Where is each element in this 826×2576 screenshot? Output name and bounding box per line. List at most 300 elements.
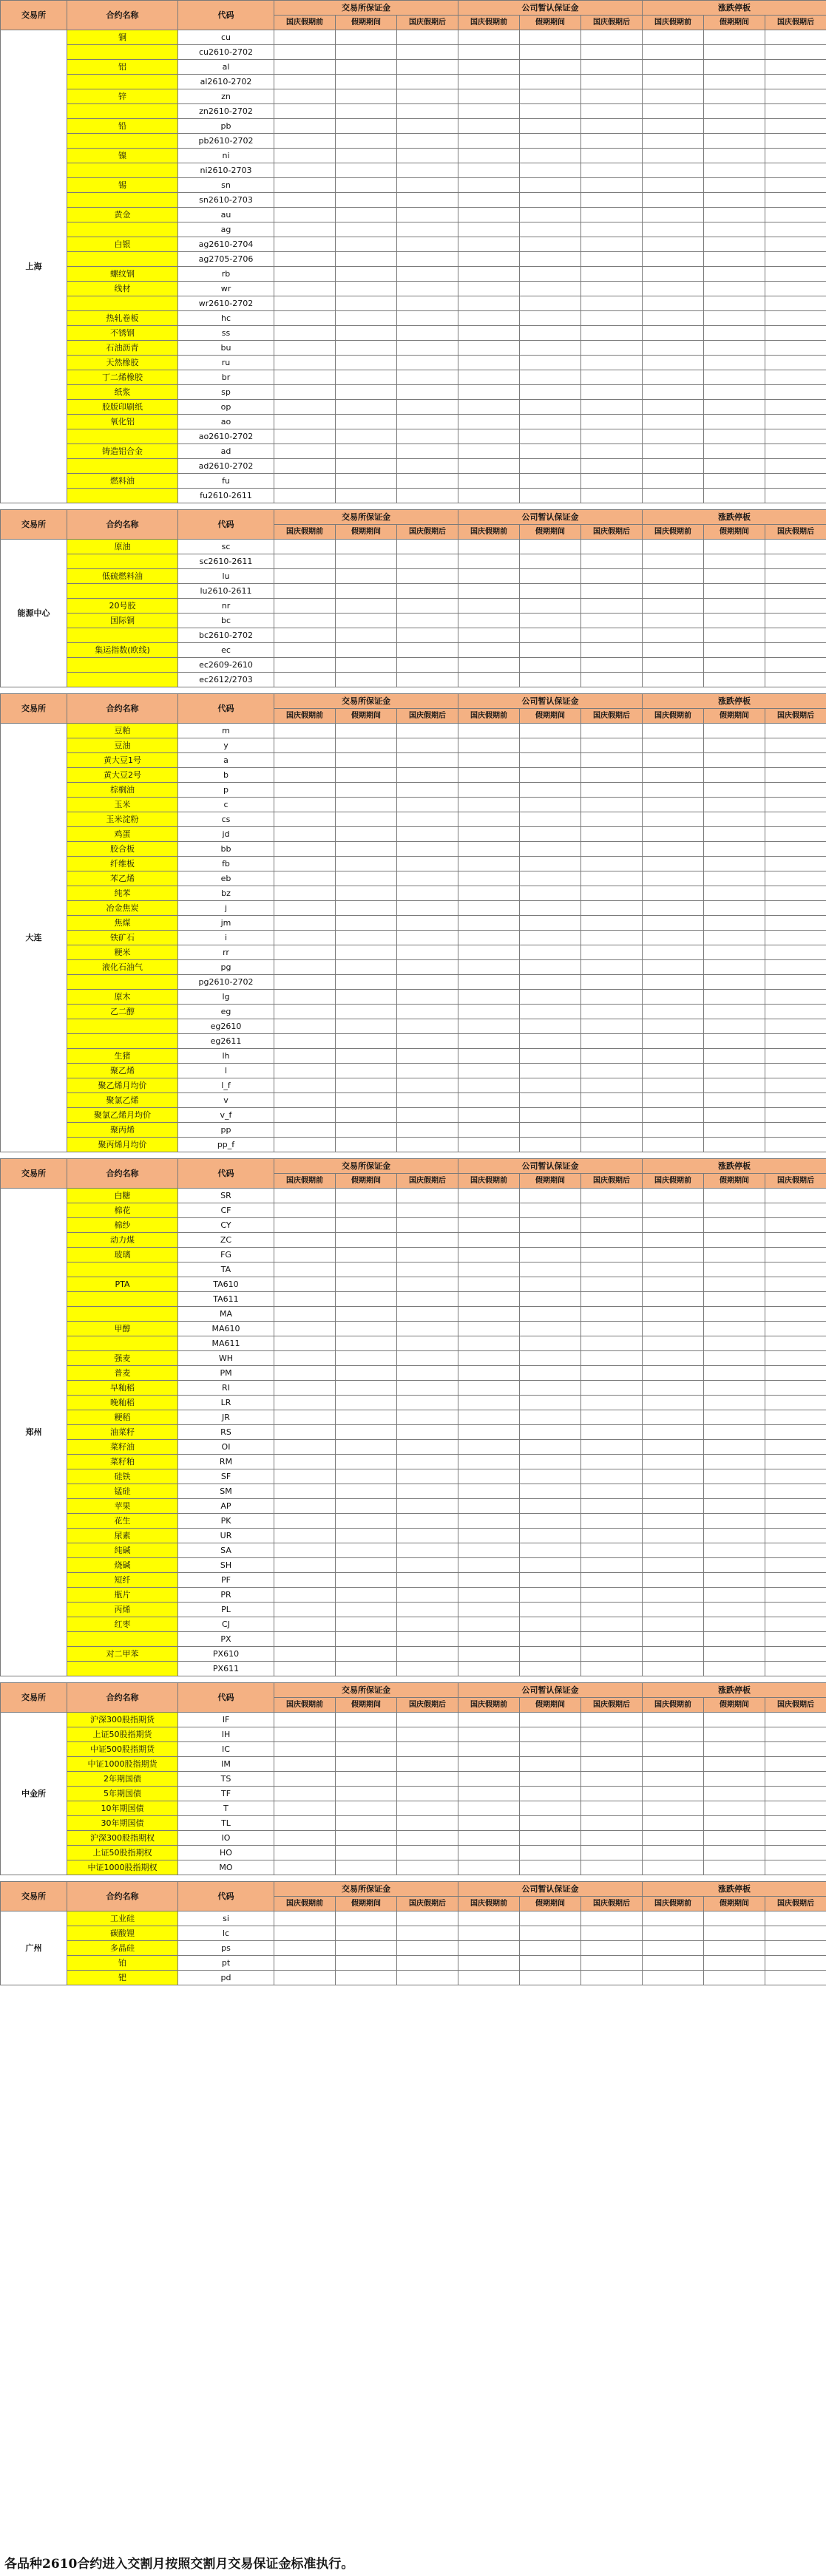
value-cell bbox=[704, 1203, 765, 1218]
subheader-during: 假期期间 bbox=[520, 1174, 581, 1189]
product-name: 天然橡胶 bbox=[67, 356, 178, 370]
value-cell bbox=[704, 119, 765, 134]
subheader-after: 国庆假期后 bbox=[397, 1897, 458, 1911]
table-row bbox=[1, 1093, 826, 1108]
value-cell bbox=[581, 990, 643, 1005]
table-row bbox=[1, 1108, 826, 1123]
value-cell bbox=[765, 1926, 826, 1941]
value-cell bbox=[704, 1218, 765, 1233]
value-cell bbox=[458, 1742, 520, 1757]
table-row bbox=[1, 1816, 826, 1831]
subheader-after: 国庆假期后 bbox=[765, 16, 826, 30]
value-cell bbox=[274, 614, 336, 628]
value-cell bbox=[520, 1381, 581, 1396]
value-cell bbox=[458, 1248, 520, 1262]
value-cell bbox=[643, 1064, 704, 1078]
value-cell bbox=[458, 1049, 520, 1064]
value-cell bbox=[336, 415, 397, 429]
value-cell bbox=[765, 429, 826, 444]
table-row bbox=[1, 1455, 826, 1469]
value-cell bbox=[336, 628, 397, 643]
exchange-block bbox=[0, 509, 826, 687]
product-name: 黄大豆2号 bbox=[67, 768, 178, 783]
header-exchange-margin: 交易所保证金 bbox=[274, 1159, 458, 1174]
value-cell bbox=[520, 1425, 581, 1440]
value-cell bbox=[336, 901, 397, 916]
contract-code: PX610 bbox=[178, 1647, 274, 1662]
value-cell bbox=[397, 783, 458, 798]
value-cell bbox=[643, 1049, 704, 1064]
contract-code: AP bbox=[178, 1499, 274, 1514]
value-cell bbox=[765, 584, 826, 599]
value-cell bbox=[765, 628, 826, 643]
exchange-label: 上海 bbox=[1, 30, 67, 503]
product-name: 30年期国债 bbox=[67, 1816, 178, 1831]
value-cell bbox=[397, 1860, 458, 1875]
contract-code: sc bbox=[178, 540, 274, 554]
value-cell bbox=[765, 1647, 826, 1662]
value-cell bbox=[520, 569, 581, 584]
contract-code: ag2705-2706 bbox=[178, 252, 274, 267]
value-cell bbox=[520, 1911, 581, 1926]
value-cell bbox=[274, 1543, 336, 1558]
contract-code: RI bbox=[178, 1381, 274, 1396]
value-cell bbox=[643, 356, 704, 370]
table-row bbox=[1, 1647, 826, 1662]
value-cell bbox=[274, 871, 336, 886]
value-cell bbox=[643, 326, 704, 341]
value-cell bbox=[336, 1787, 397, 1801]
value-cell bbox=[336, 1336, 397, 1351]
value-cell bbox=[397, 1078, 458, 1093]
value-cell bbox=[520, 429, 581, 444]
value-cell bbox=[765, 60, 826, 75]
contract-code: ao2610-2702 bbox=[178, 429, 274, 444]
value-cell bbox=[520, 1019, 581, 1034]
product-name: 玉米 bbox=[67, 798, 178, 812]
value-cell bbox=[274, 1248, 336, 1262]
table-row bbox=[1, 1573, 826, 1588]
value-cell bbox=[520, 474, 581, 489]
product-name: 普麦 bbox=[67, 1366, 178, 1381]
value-cell bbox=[274, 975, 336, 990]
value-cell bbox=[704, 163, 765, 178]
value-cell bbox=[274, 1123, 336, 1138]
value-cell bbox=[643, 1366, 704, 1381]
value-cell bbox=[520, 1218, 581, 1233]
value-cell bbox=[765, 931, 826, 945]
value-cell bbox=[643, 1971, 704, 1985]
value-cell bbox=[458, 1292, 520, 1307]
value-cell bbox=[397, 628, 458, 643]
exchange-block bbox=[0, 1881, 826, 1985]
value-cell bbox=[336, 1469, 397, 1484]
value-cell bbox=[458, 960, 520, 975]
value-cell bbox=[643, 753, 704, 768]
value-cell bbox=[397, 1846, 458, 1860]
value-cell bbox=[704, 960, 765, 975]
value-cell bbox=[581, 584, 643, 599]
value-cell bbox=[704, 1351, 765, 1366]
value-cell bbox=[704, 326, 765, 341]
product-name bbox=[67, 489, 178, 503]
value-cell bbox=[274, 1816, 336, 1831]
product-name: 线材 bbox=[67, 282, 178, 296]
value-cell bbox=[765, 1603, 826, 1617]
value-cell bbox=[704, 599, 765, 614]
value-cell bbox=[274, 1277, 336, 1292]
value-cell bbox=[581, 1093, 643, 1108]
value-cell bbox=[336, 1558, 397, 1573]
value-cell bbox=[458, 1499, 520, 1514]
table-row bbox=[1, 1049, 826, 1064]
subheader-before: 国庆假期前 bbox=[643, 1698, 704, 1713]
value-cell bbox=[643, 1248, 704, 1262]
table-row bbox=[1, 643, 826, 658]
header-company-margin: 公司暂认保证金 bbox=[458, 1683, 643, 1698]
value-cell bbox=[704, 738, 765, 753]
value-cell bbox=[765, 1410, 826, 1425]
value-cell bbox=[397, 1926, 458, 1941]
value-cell bbox=[704, 1262, 765, 1277]
value-cell bbox=[704, 1034, 765, 1049]
value-cell bbox=[581, 1558, 643, 1573]
value-cell bbox=[397, 415, 458, 429]
value-cell bbox=[458, 1543, 520, 1558]
value-cell bbox=[458, 945, 520, 960]
value-cell bbox=[581, 1484, 643, 1499]
value-cell bbox=[336, 753, 397, 768]
table-row bbox=[1, 1588, 826, 1603]
product-name: 铂 bbox=[67, 1956, 178, 1971]
value-cell bbox=[458, 1410, 520, 1425]
block-spacer bbox=[0, 687, 826, 693]
value-cell bbox=[643, 104, 704, 119]
contract-code: pb2610-2702 bbox=[178, 134, 274, 149]
value-cell bbox=[581, 45, 643, 60]
value-cell bbox=[765, 1831, 826, 1846]
table-row bbox=[1, 1603, 826, 1617]
product-name: 碳酸锂 bbox=[67, 1926, 178, 1941]
value-cell bbox=[520, 1455, 581, 1469]
value-cell bbox=[397, 1911, 458, 1926]
contract-code: PX bbox=[178, 1632, 274, 1647]
product-name bbox=[67, 1019, 178, 1034]
value-cell bbox=[581, 1440, 643, 1455]
value-cell bbox=[336, 1956, 397, 1971]
value-cell bbox=[274, 945, 336, 960]
value-cell bbox=[765, 1543, 826, 1558]
value-cell bbox=[336, 990, 397, 1005]
value-cell bbox=[274, 459, 336, 474]
value-cell bbox=[581, 237, 643, 252]
value-cell bbox=[520, 798, 581, 812]
subheader-after: 国庆假期后 bbox=[765, 709, 826, 724]
value-cell bbox=[397, 1440, 458, 1455]
value-cell bbox=[581, 1543, 643, 1558]
value-cell bbox=[397, 444, 458, 459]
value-cell bbox=[458, 489, 520, 503]
block-spacer bbox=[0, 1152, 826, 1158]
contract-code: bc bbox=[178, 614, 274, 628]
value-cell bbox=[520, 1049, 581, 1064]
value-cell bbox=[520, 738, 581, 753]
value-cell bbox=[397, 990, 458, 1005]
value-cell bbox=[458, 1603, 520, 1617]
product-name bbox=[67, 222, 178, 237]
value-cell bbox=[458, 901, 520, 916]
value-cell bbox=[581, 341, 643, 356]
value-cell bbox=[274, 1860, 336, 1875]
value-cell bbox=[397, 222, 458, 237]
value-cell bbox=[520, 1573, 581, 1588]
value-cell bbox=[520, 842, 581, 857]
value-cell bbox=[765, 1425, 826, 1440]
value-cell bbox=[704, 415, 765, 429]
value-cell bbox=[458, 738, 520, 753]
value-cell bbox=[520, 252, 581, 267]
value-cell bbox=[397, 857, 458, 871]
value-cell bbox=[336, 960, 397, 975]
table-row bbox=[1, 945, 826, 960]
value-cell bbox=[274, 1396, 336, 1410]
value-cell bbox=[765, 474, 826, 489]
header-exchange: 交易所 bbox=[1, 1683, 67, 1713]
value-cell bbox=[581, 628, 643, 643]
value-cell bbox=[643, 1396, 704, 1410]
value-cell bbox=[765, 975, 826, 990]
value-cell bbox=[336, 1049, 397, 1064]
value-cell bbox=[520, 1123, 581, 1138]
value-cell bbox=[581, 569, 643, 584]
value-cell bbox=[458, 415, 520, 429]
value-cell bbox=[336, 1351, 397, 1366]
value-cell bbox=[397, 1713, 458, 1727]
subheader-after: 国庆假期后 bbox=[581, 709, 643, 724]
table-row bbox=[1, 149, 826, 163]
subheader-after: 国庆假期后 bbox=[765, 525, 826, 540]
product-name: 纯碱 bbox=[67, 1543, 178, 1558]
contract-code: b bbox=[178, 768, 274, 783]
value-cell bbox=[336, 1233, 397, 1248]
header-price-limit: 涨跌停板 bbox=[643, 1882, 826, 1897]
value-cell bbox=[581, 1573, 643, 1588]
value-cell bbox=[704, 798, 765, 812]
value-cell bbox=[643, 1846, 704, 1860]
value-cell bbox=[397, 1396, 458, 1410]
contract-code: IO bbox=[178, 1831, 274, 1846]
table-row bbox=[1, 1499, 826, 1514]
table-row bbox=[1, 1514, 826, 1529]
value-cell bbox=[765, 1123, 826, 1138]
value-cell bbox=[520, 163, 581, 178]
value-cell bbox=[704, 178, 765, 193]
table-row bbox=[1, 75, 826, 89]
contract-code: MA611 bbox=[178, 1336, 274, 1351]
value-cell bbox=[704, 1941, 765, 1956]
value-cell bbox=[336, 429, 397, 444]
table-row bbox=[1, 738, 826, 753]
table-row bbox=[1, 658, 826, 673]
contract-code: eg2611 bbox=[178, 1034, 274, 1049]
value-cell bbox=[520, 1757, 581, 1772]
value-cell bbox=[581, 857, 643, 871]
value-cell bbox=[581, 30, 643, 45]
value-cell bbox=[643, 178, 704, 193]
value-cell bbox=[704, 945, 765, 960]
table-row bbox=[1, 1558, 826, 1573]
value-cell bbox=[520, 326, 581, 341]
product-name: 尿素 bbox=[67, 1529, 178, 1543]
value-cell bbox=[581, 1956, 643, 1971]
product-name: 20号胶 bbox=[67, 599, 178, 614]
value-cell bbox=[397, 658, 458, 673]
value-cell bbox=[581, 842, 643, 857]
value-cell bbox=[336, 1801, 397, 1816]
value-cell bbox=[581, 1366, 643, 1381]
value-cell bbox=[643, 990, 704, 1005]
value-cell bbox=[397, 1617, 458, 1632]
value-cell bbox=[581, 1396, 643, 1410]
value-cell bbox=[643, 415, 704, 429]
value-cell bbox=[336, 783, 397, 798]
value-cell bbox=[643, 812, 704, 827]
value-cell bbox=[704, 356, 765, 370]
value-cell bbox=[643, 1455, 704, 1469]
exchange-label: 大连 bbox=[1, 724, 67, 1152]
value-cell bbox=[520, 1956, 581, 1971]
value-cell bbox=[765, 871, 826, 886]
value-cell bbox=[765, 1787, 826, 1801]
value-cell bbox=[704, 1381, 765, 1396]
product-name: 铸造铝合金 bbox=[67, 444, 178, 459]
table-row bbox=[1, 1292, 826, 1307]
value-cell bbox=[274, 584, 336, 599]
value-cell bbox=[458, 1078, 520, 1093]
contract-code: SR bbox=[178, 1189, 274, 1203]
value-cell bbox=[274, 1093, 336, 1108]
table-row bbox=[1, 1366, 826, 1381]
value-cell bbox=[581, 1336, 643, 1351]
value-cell bbox=[581, 1632, 643, 1647]
value-cell bbox=[274, 1662, 336, 1676]
contract-code: sn2610-2703 bbox=[178, 193, 274, 208]
value-cell bbox=[581, 540, 643, 554]
value-cell bbox=[397, 768, 458, 783]
header-product: 合约名称 bbox=[67, 1159, 178, 1189]
value-cell bbox=[397, 554, 458, 569]
value-cell bbox=[274, 1307, 336, 1322]
value-cell bbox=[397, 1307, 458, 1322]
product-name: 集运指数(欧线) bbox=[67, 643, 178, 658]
value-cell bbox=[458, 871, 520, 886]
value-cell bbox=[397, 75, 458, 89]
value-cell bbox=[274, 267, 336, 282]
contract-code: al2610-2702 bbox=[178, 75, 274, 89]
value-cell bbox=[397, 1233, 458, 1248]
product-name: 强麦 bbox=[67, 1351, 178, 1366]
value-cell bbox=[397, 1573, 458, 1588]
value-cell bbox=[520, 1233, 581, 1248]
value-cell bbox=[643, 1647, 704, 1662]
value-cell bbox=[274, 1787, 336, 1801]
table-row bbox=[1, 134, 826, 149]
value-cell bbox=[458, 1514, 520, 1529]
value-cell bbox=[581, 1926, 643, 1941]
value-cell bbox=[274, 827, 336, 842]
value-cell bbox=[274, 326, 336, 341]
table-row bbox=[1, 45, 826, 60]
value-cell bbox=[520, 1499, 581, 1514]
product-name: 中证1000股指期权 bbox=[67, 1860, 178, 1875]
value-cell bbox=[520, 1588, 581, 1603]
table-row bbox=[1, 30, 826, 45]
table-row bbox=[1, 1971, 826, 1985]
value-cell bbox=[274, 1233, 336, 1248]
contract-code: wr2610-2702 bbox=[178, 296, 274, 311]
value-cell bbox=[704, 1573, 765, 1588]
value-cell bbox=[274, 1713, 336, 1727]
value-cell bbox=[704, 1233, 765, 1248]
value-cell bbox=[581, 474, 643, 489]
subheader-after: 国庆假期后 bbox=[397, 709, 458, 724]
value-cell bbox=[581, 1846, 643, 1860]
value-cell bbox=[581, 311, 643, 326]
contract-code: lh bbox=[178, 1049, 274, 1064]
value-cell bbox=[336, 1772, 397, 1787]
value-cell bbox=[336, 1410, 397, 1425]
value-cell bbox=[643, 296, 704, 311]
value-cell bbox=[765, 1078, 826, 1093]
product-name: 棕榈油 bbox=[67, 783, 178, 798]
value-cell bbox=[643, 783, 704, 798]
table-row bbox=[1, 459, 826, 474]
value-cell bbox=[765, 554, 826, 569]
value-cell bbox=[581, 444, 643, 459]
value-cell bbox=[765, 901, 826, 916]
value-cell bbox=[458, 1440, 520, 1455]
value-cell bbox=[643, 584, 704, 599]
value-cell bbox=[643, 489, 704, 503]
contract-code: OI bbox=[178, 1440, 274, 1455]
value-cell bbox=[336, 489, 397, 503]
value-cell bbox=[704, 1757, 765, 1772]
subheader-before: 国庆假期前 bbox=[458, 1174, 520, 1189]
value-cell bbox=[274, 1078, 336, 1093]
table-row bbox=[1, 1831, 826, 1846]
product-name: 中证1000股指期货 bbox=[67, 1757, 178, 1772]
product-name: 沪深300股指期货 bbox=[67, 1713, 178, 1727]
value-cell bbox=[643, 1757, 704, 1772]
value-cell bbox=[458, 1322, 520, 1336]
value-cell bbox=[765, 1049, 826, 1064]
exchange-block bbox=[0, 1158, 826, 1676]
value-cell bbox=[581, 1757, 643, 1772]
value-cell bbox=[458, 1019, 520, 1034]
value-cell bbox=[397, 1455, 458, 1469]
value-cell bbox=[336, 1189, 397, 1203]
value-cell bbox=[274, 1381, 336, 1396]
value-cell bbox=[458, 842, 520, 857]
value-cell bbox=[520, 1078, 581, 1093]
value-cell bbox=[704, 134, 765, 149]
value-cell bbox=[643, 1469, 704, 1484]
contract-code: fb bbox=[178, 857, 274, 871]
value-cell bbox=[704, 429, 765, 444]
value-cell bbox=[643, 842, 704, 857]
value-cell bbox=[581, 798, 643, 812]
value-cell bbox=[520, 385, 581, 400]
